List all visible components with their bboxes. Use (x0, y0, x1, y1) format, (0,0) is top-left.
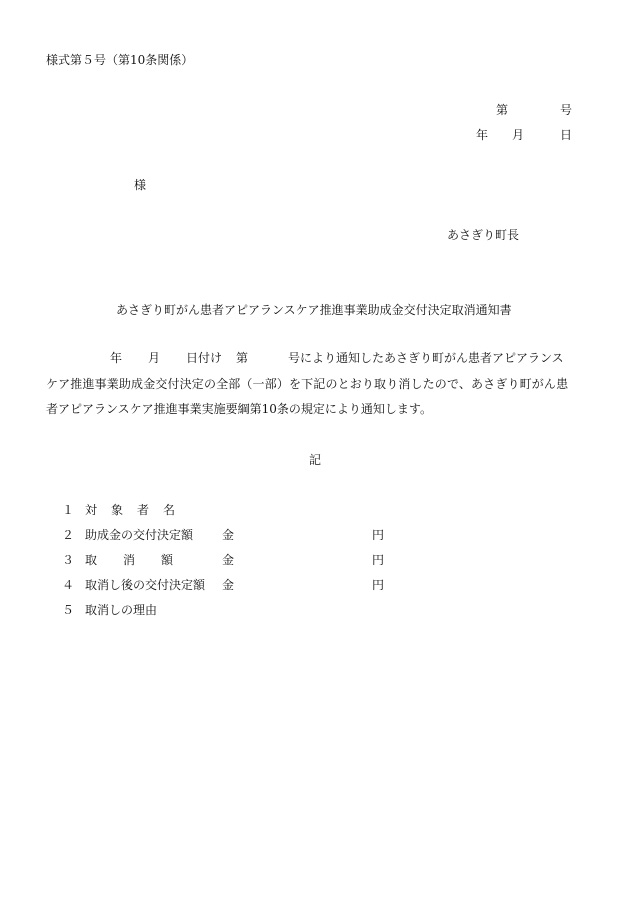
body-line2: ケア推進事業助成金交付決定の全部（一部）を下記のとおり取り消したので、あさぎり町がん患 (46, 377, 569, 391)
addressee-suffix: 様 (134, 178, 147, 192)
item-kin: 金 (222, 528, 235, 542)
item-label: 助成金の交付決定額 (85, 528, 194, 542)
item-number: ４ (62, 578, 75, 592)
item-label: 対象者名 (85, 503, 190, 517)
item-number: ２ (62, 528, 75, 542)
ref-dai: 第 (496, 103, 509, 117)
date-year: 年 (476, 128, 489, 142)
item-kin: 金 (222, 553, 235, 567)
body-line1: 号により通知したあさぎり町がん患者アピアランス (288, 351, 564, 365)
item-label: 取消し後の交付決定額 (85, 578, 206, 592)
body-line3: 者アピアランスケア推進事業実施要綱第10条の規定により通知します。 (46, 402, 432, 416)
body-month: 月 (148, 351, 161, 365)
item-yen: 円 (372, 528, 385, 542)
sender: あさぎり町長 (447, 228, 520, 242)
item-number: ３ (62, 553, 75, 567)
ki-heading: 記 (309, 453, 322, 467)
form-label: 様式第５号（第10条関係） (46, 53, 194, 67)
item-label: 取消しの理由 (85, 603, 158, 617)
body-year: 年 (110, 351, 123, 365)
date-month: 月 (512, 128, 525, 142)
item-yen: 円 (372, 578, 385, 592)
date-day: 日 (560, 128, 573, 142)
item-label: 取消額 (85, 553, 200, 567)
document-title: あさぎり町がん患者アピアランスケア推進事業助成金交付決定取消通知書 (116, 303, 512, 317)
item-number: ５ (62, 603, 75, 617)
body-dai: 第 (236, 351, 249, 365)
item-number: １ (62, 503, 75, 517)
body-hizuke: 日付け (186, 351, 223, 365)
ref-go: 号 (560, 103, 573, 117)
item-kin: 金 (222, 578, 235, 592)
item-yen: 円 (372, 553, 385, 567)
